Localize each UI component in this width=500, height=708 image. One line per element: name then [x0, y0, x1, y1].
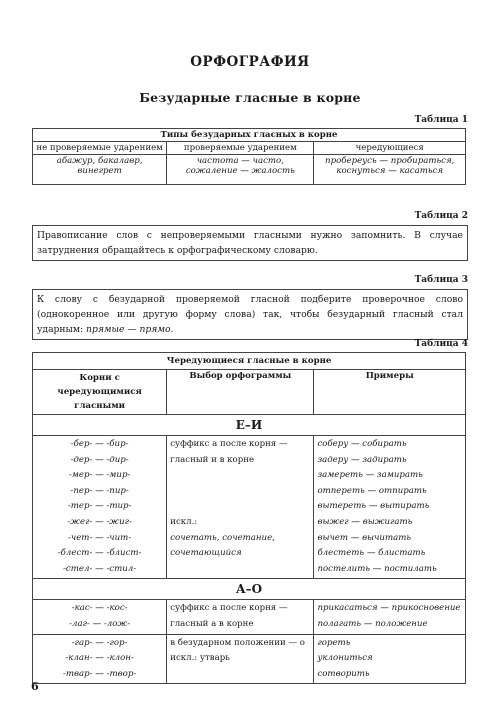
rule-cell	[167, 436, 314, 579]
table3-example: прямые — прямо.	[86, 324, 174, 335]
table1-label: Таблица 1	[414, 115, 468, 125]
root-item: -твар- — -твор-	[62, 668, 137, 679]
page-number: 6	[31, 680, 39, 693]
table1-header: проверяемые ударением	[167, 142, 314, 155]
table1-caption: Типы безударных гласных в корне	[33, 129, 466, 142]
table2-label: Таблица 2	[414, 211, 468, 221]
rule-line: сочетающийся	[170, 548, 242, 559]
examples-cell	[314, 600, 466, 634]
examples-cell	[314, 634, 466, 684]
example-item: блестеть — блистать	[317, 548, 426, 559]
table3-box	[32, 289, 468, 340]
example-item: полагать — положение	[317, 618, 428, 629]
table4-header: Примеры	[314, 370, 466, 415]
section-heading: А–О	[33, 579, 466, 600]
rule-line: гласный и в корне	[170, 454, 255, 465]
rule-line: суффикс а после корня —	[170, 439, 288, 449]
table1	[32, 128, 466, 185]
root-item: -гар- — -гор-	[71, 637, 128, 648]
root-item: -дер- — -дир-	[70, 454, 129, 465]
section-heading: Е–И	[33, 415, 466, 436]
table4-label: Таблица 4	[414, 339, 468, 349]
table1-example: абажур, бакалавр, винегрет	[33, 155, 167, 185]
root-item: -стел- — -стил-	[63, 563, 137, 574]
example-item: уклониться	[317, 653, 373, 664]
roots-cell	[33, 436, 167, 579]
example-item: вычет — вычитать	[317, 532, 412, 543]
rule-line: гласный а в корне	[170, 618, 254, 629]
rule-line: искл.:	[170, 516, 198, 527]
table2-text: Правописание слов с непроверяемыми гласными нужно запомнить. В случае затруднения обращайтесь к орфографическому словарю.	[32, 225, 468, 261]
table1-example: частота — часто, сожаление — жалость	[167, 155, 314, 185]
rule-cell	[167, 600, 314, 634]
example-item: прикасаться — прикосновение	[317, 603, 461, 614]
example-item: гореть	[317, 637, 351, 648]
table1-header: не проверяемые ударением	[33, 142, 167, 155]
table4-header: Корни с чередующимися гласными	[33, 370, 167, 415]
table1-example: пробереусь — пробираться, коснуться — касаться	[314, 155, 466, 185]
rule-line: сочетать, сочетание,	[170, 532, 275, 543]
roots-cell	[33, 634, 167, 684]
table4	[32, 352, 466, 684]
example-item: выжег — выжигать	[317, 516, 413, 527]
root-item: -бер- — -бир-	[70, 439, 129, 449]
rule-cell	[167, 634, 314, 684]
root-item: -тер- — -тир-	[67, 501, 132, 512]
root-item: -кас- — -кос-	[71, 603, 128, 614]
table3-text: К слову с безударной проверяемой гласной подберите проверочное слово (однокоренное или другую форму слова) так, чтобы безударный гласный стал ударным:	[37, 294, 463, 335]
rule-line: в безударном положении — о	[170, 637, 305, 648]
table1-header: чередующиеся	[314, 142, 466, 155]
rule-line: суффикс а после корня —	[170, 603, 288, 614]
example-item: соберу — собирать	[317, 439, 407, 449]
table4-caption: Чередующиеся гласные в корне	[33, 353, 466, 370]
root-item: -жег- — -жиг-	[67, 516, 132, 527]
example-item: задеру — задирать	[317, 454, 407, 465]
example-item: замереть — замирать	[317, 470, 423, 481]
example-item: вытереть — вытирать	[317, 501, 430, 512]
root-item: -блест- — -блист-	[57, 548, 142, 559]
example-item: сотворить	[317, 668, 370, 679]
root-item: -лаг- — -лож-	[69, 618, 131, 629]
roots-cell	[33, 600, 167, 634]
page-title: ОРФОГРАФИЯ	[190, 54, 310, 70]
example-item: постелить — постилать	[317, 563, 437, 574]
root-item: -клан- — -клон-	[65, 653, 134, 664]
root-item: -мер- — -мир-	[68, 470, 131, 481]
example-item: отпереть — отпирать	[317, 485, 427, 496]
root-item: -чет- — -чит-	[67, 532, 132, 543]
section-title: Безударные гласные в корне	[139, 90, 361, 105]
root-item: -пер- — -пир-	[70, 485, 129, 496]
table4-header: Выбор орфограммы	[167, 370, 314, 415]
examples-cell	[314, 436, 466, 579]
rule-line: искл.: утварь	[170, 653, 230, 664]
table3-label: Таблица 3	[414, 275, 468, 285]
